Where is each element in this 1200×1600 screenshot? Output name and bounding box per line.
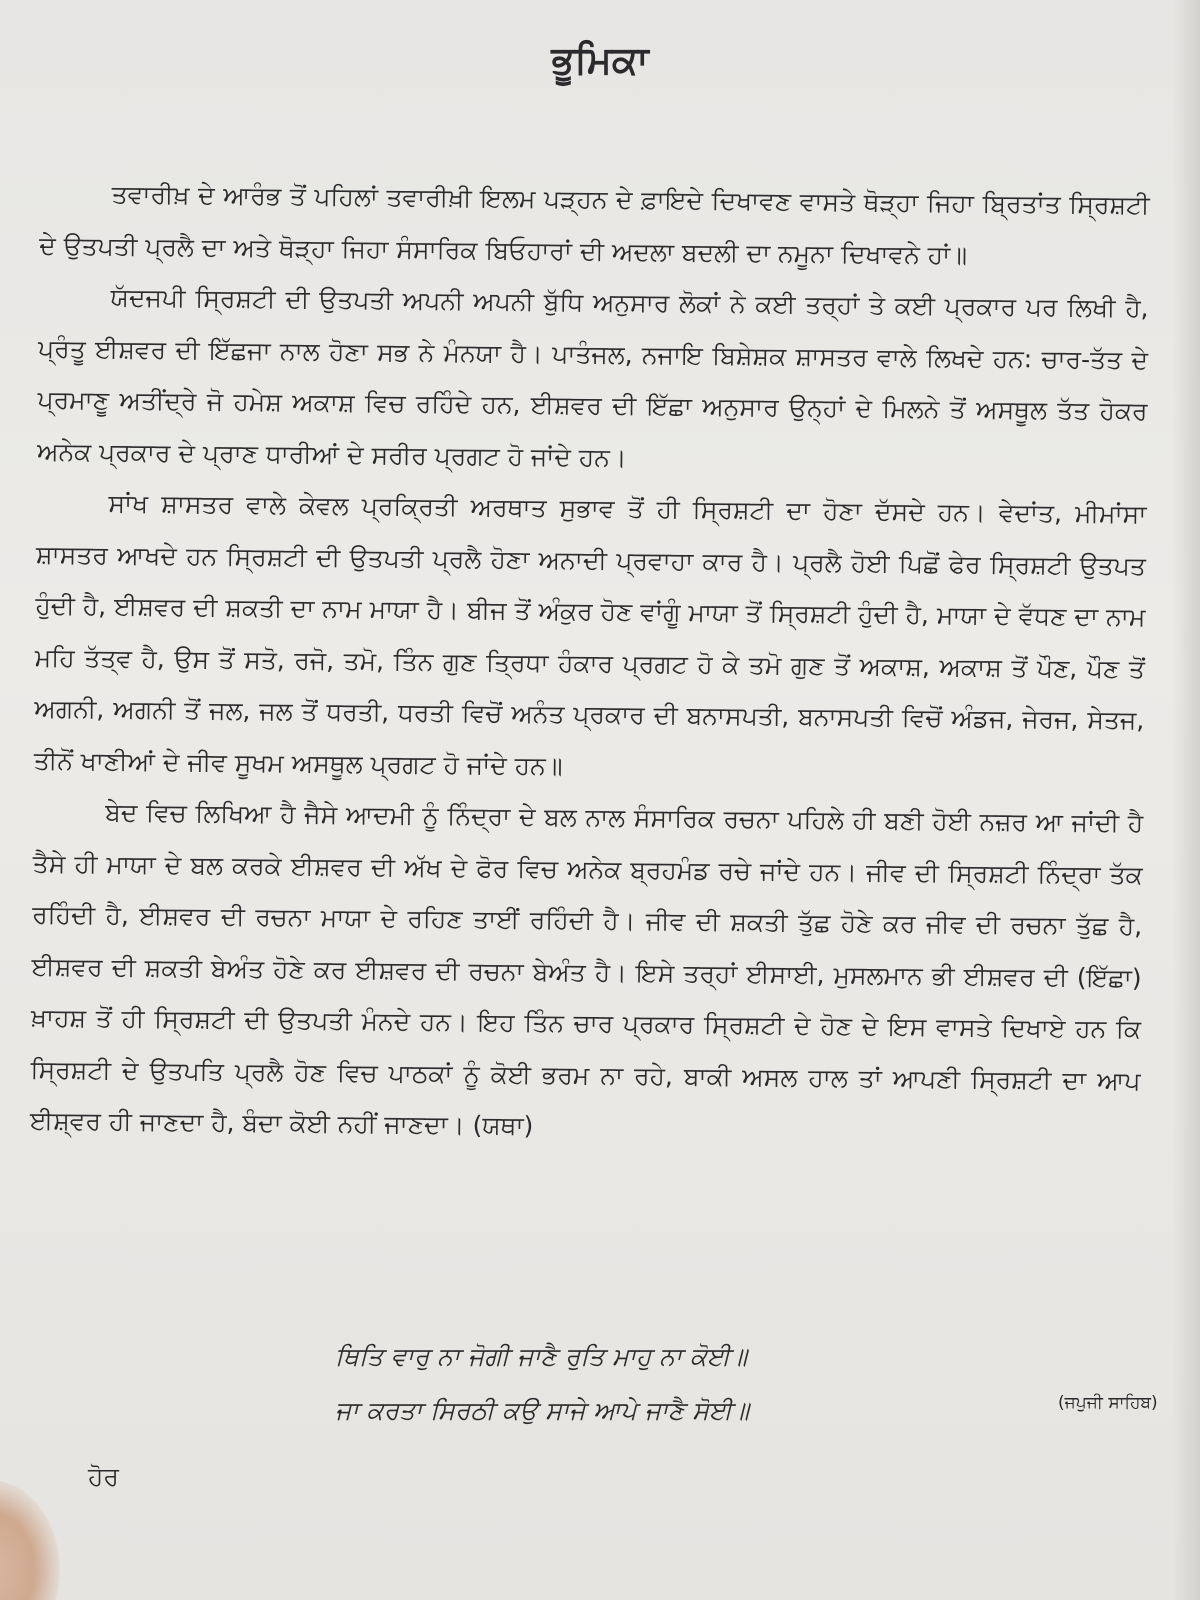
thumb-shadow: [0, 1480, 60, 1600]
verse-line-2: ਜਾ ਕਰਤਾ ਸਿਰਠੀ ਕਉ ਸਾਜੇ ਆਪੇ ਜਾਣੈ ਸੋਈ॥: [335, 1396, 749, 1425]
verse-line-1: ਥਿਤਿ ਵਾਰੁ ਨਾ ਜੋਗੀ ਜਾਣੈ ਰੁਤਿ ਮਾਹੁ ਨਾ ਕੋਈ॥: [335, 1342, 747, 1371]
paragraph-2: ਯੱਦਜਪੀ ਸ੍ਰਿਸ਼ਟੀ ਦੀ ਉਤਪਤੀ ਅਪਨੀ ਅਪਨੀ ਬੁੱਧਿ ਅਨੁਸਾਰ ਲੋਕਾਂ ਨੇ ਕਈ ਤਰ੍ਹਾਂ ਤੇ ਕਈ ਪ੍ਰਕਾਰ ਪਰ ਲਿਖੀ ਹੈ, ਪ੍ਰੰਤੂ ਈਸ਼ਵਰ ਦੀ ਇੱਛਜਾ ਨਾਲ ਹੋਣਾ ਸਭ ਨੇ ਮੰਨਯਾ ਹੈ। ਪਾਤੰਜਲ, ਨਜਾਇ ਬਿਸ਼ੇਸ਼ਕ ਸ਼ਾਸਤਰ ਵਾਲੇ ਲਿਖਦੇ ਹਨ: ਚਾਰ-ਤੱਤ ਦੇ ਪ੍ਰਮਾਣੂ ਅਤੀਂਦ੍ਰੇ ਜੋ ਹਮੇਸ਼ ਅਕਾਸ਼ ਵਿਚ ਰਹਿੰਦੇ ਹਨ, ਈਸ਼ਵਰ ਦੀ ਇੱਛਾ ਅਨੁਸਾਰ ਉਨ੍ਹਾਂ ਦੇ ਮਿਲਨੇ ਤੋਂ ਅਸਥੂਲ ਤੱਤ ਹੋਕਰ ਅਨੇਕ ਪ੍ਰਕਾਰ ਦੇ ਪ੍ਰਾਣ ਧਾਰੀਆਂ ਦੇ ਸਰੀਰ ਪ੍ਰਗਟ ਹੋ ਜਾਂਦੇ ਹਨ।: [36, 282, 1149, 472]
page-gutter-edge: [1172, 0, 1200, 1600]
verse-source: (ਜਪੁਜੀ ਸਾਹਿਬ): [1058, 1393, 1158, 1413]
verse-quote: [335, 1330, 975, 1438]
paragraph-1: ਤਵਾਰੀਖ਼ ਦੇ ਆਰੰਭ ਤੋਂ ਪਹਿਲਾਂ ਤਵਾਰੀਖ਼ੀ ਇਲਮ ਪੜ੍ਹਨ ਦੇ ਫ਼ਾਇਦੇ ਦਿਖਾਵਣ ਵਾਸਤੇ ਥੋੜ੍ਹਾ ਜਿਹਾ ਬ੍ਰਿਤਾਂਤ ਸ੍ਰਿਸ਼ਟੀ ਦੇ ਉਤਪਤੀ ਪ੍ਰਲੈ ਦਾ ਅਤੇ ਥੋੜ੍ਹਾ ਜਿਹਾ ਸੰਸਾਰਿਕ ਬਿਓਹਾਰਾਂ ਦੀ ਅਦਲਾ ਬਦਲੀ ਦਾ ਨਮੂਨਾ ਦਿਖਾਵਨੇ ਹਾਂ॥: [39, 179, 1150, 270]
page-title: ਭੂਮਿਕਾ: [551, 38, 649, 82]
catchword: ਹੋਰ: [88, 1462, 119, 1491]
paragraph-3: ਸਾਂਖ ਸ਼ਾਸਤਰ ਵਾਲੇ ਕੇਵਲ ਪ੍ਰਕ੍ਰਿਤੀ ਅਰਥਾਤ ਸੁਭਾਵ ਤੋਂ ਹੀ ਸ੍ਰਿਸ਼ਟੀ ਦਾ ਹੋਣਾ ਦੱਸਦੇ ਹਨ। ਵੇਦਾਂਤ, ਮੀਮਾਂਸਾ ਸ਼ਾਸਤਰ ਆਖਦੇ ਹਨ ਸ੍ਰਿਸ਼ਟੀ ਦੀ ਉਤਪਤੀ ਪ੍ਰਲੈ ਹੋਣਾ ਅਨਾਦੀ ਪ੍ਰਵਾਹਾ ਕਾਰ ਹੈ। ਪ੍ਰਲੈ ਹੋਈ ਪਿਛੋਂ ਫੇਰ ਸ੍ਰਿਸ਼ਟੀ ਉਤਪਤ ਹੁੰਦੀ ਹੈ, ਈਸ਼ਵਰ ਦੀ ਸ਼ਕਤੀ ਦਾ ਨਾਮ ਮਾਯਾ ਹੈ। ਬੀਜ ਤੋਂ ਅੰਕੁਰ ਹੋਣ ਵਾਂਗੂੰ ਮਾਯਾ ਤੋਂ ਸ੍ਰਿਸ਼ਟੀ ਹੁੰਦੀ ਹੈ, ਮਾਯਾ ਦੇ ਵੱਧਣ ਦਾ ਨਾਮ ਮਹਿ ਤੱਤ੍ਵ ਹੈ, ਉਸ ਤੋਂ ਸਤੋ, ਰਜੋ, ਤਮੋ, ਤਿੰਨ ਗੁਣ ਤ੍ਰਿਧਾ ਹੰਕਾਰ ਪ੍ਰਗਟ ਹੋ ਕੇ ਤਮੋ ਗੁਣ ਤੋਂ ਅਕਾਸ਼, ਅਕਾਸ਼ ਤੋਂ ਪੌਣ, ਪੌਣ ਤੋਂ ਅਗਨੀ, ਅਗਨੀ ਤੋਂ ਜਲ, ਜਲ ਤੋਂ ਧਰਤੀ, ਧਰਤੀ ਵਿਚੋਂ ਅਨੰਤ ਪ੍ਰਕਾਰ ਦੀ ਬਨਾਸਪਤੀ, ਬਨਾਸਪਤੀ ਵਿਚੋਂ ਅੰਡਜ, ਜੇਰਜ, ਸੇਤਜ, ਤੀਨੋਂ ਖਾਣੀਆਂ ਦੇ ਜੀਵ ਸੂਖਮ ਅਸਥੂਲ ਪ੍ਰਗਟ ਹੋ ਜਾਂਦੇ ਹਨ॥: [33, 488, 1147, 781]
body-text: [30, 168, 1150, 1158]
paragraph-4: ਬੇਦ ਵਿਚ ਲਿਖਿਆ ਹੈ ਜੈਸੇ ਆਦਮੀ ਨੂੰ ਨਿੰਦ੍ਰਾ ਦੇ ਬਲ ਨਾਲ ਸੰਸਾਰਿਕ ਰਚਨਾ ਪਹਿਲੇ ਹੀ ਬਣੀ ਹੋਈ ਨਜ਼ਰ ਆ ਜਾਂਦੀ ਹੈ ਤੈਸੇ ਹੀ ਮਾਯਾ ਦੇ ਬਲ ਕਰਕੇ ਈਸ਼ਵਰ ਦੀ ਅੱਖ ਦੇ ਫੋਰ ਵਿਚ ਅਨੇਕ ਬ੍ਰਹਮੰਡ ਰਚੇ ਜਾਂਦੇ ਹਨ। ਜੀਵ ਦੀ ਸ੍ਰਿਸ਼ਟੀ ਨਿੰਦ੍ਰਾ ਤੱਕ ਰਹਿੰਦੀ ਹੈ, ਈਸ਼ਵਰ ਦੀ ਰਚਨਾ ਮਾਯਾ ਦੇ ਰਹਿਣ ਤਾਈਂ ਰਹਿੰਦੀ ਹੈ। ਜੀਵ ਦੀ ਸ਼ਕਤੀ ਤੁੱਛ ਹੋਣੇ ਕਰ ਜੀਵ ਦੀ ਰਚਨਾ ਤੁੱਛ ਹੈ, ਈਸ਼ਵਰ ਦੀ ਸ਼ਕਤੀ ਬੇਅੰਤ ਹੋਣੇ ਕਰ ਈਸ਼ਵਰ ਦੀ ਰਚਨਾ ਬੇਅੰਤ ਹੈ। ਇਸੇ ਤਰ੍ਹਾਂ ਈਸਾਈ, ਮੁਸਲਮਾਨ ਭੀ ਈਸ਼ਵਰ ਦੀ (ਇੱਛਾ) ਖ਼ਾਹਸ਼ ਤੋਂ ਹੀ ਸ੍ਰਿਸ਼ਟੀ ਦੀ ਉਤਪਤੀ ਮੰਨਦੇ ਹਨ। ਇਹ ਤਿੰਨ ਚਾਰ ਪ੍ਰਕਾਰ ਸ੍ਰਿਸ਼ਟੀ ਦੇ ਹੋਣ ਦੇ ਇਸ ਵਾਸਤੇ ਦਿਖਾਏ ਹਨ ਕਿ ਸ੍ਰਿਸ਼ਟੀ ਦੇ ਉਤਪਤਿ ਪ੍ਰਲੈ ਹੋਣ ਵਿਚ ਪਾਠਕਾਂ ਨੂੰ ਕੋਈ ਭਰਮ ਨਾ ਰਹੇ, ਬਾਕੀ ਅਸਲ ਹਾਲ ਤਾਂ ਆਪਣੀ ਸ੍ਰਿਸ਼ਟੀ ਦਾ ਆਪ ਈਸ਼੍ਵਰ ਹੀ ਜਾਣਦਾ ਹੈ, ਬੰਦਾ ਕੋਈ ਨਹੀਂ ਜਾਣਦਾ। (ਯਥਾ): [29, 797, 1144, 1141]
